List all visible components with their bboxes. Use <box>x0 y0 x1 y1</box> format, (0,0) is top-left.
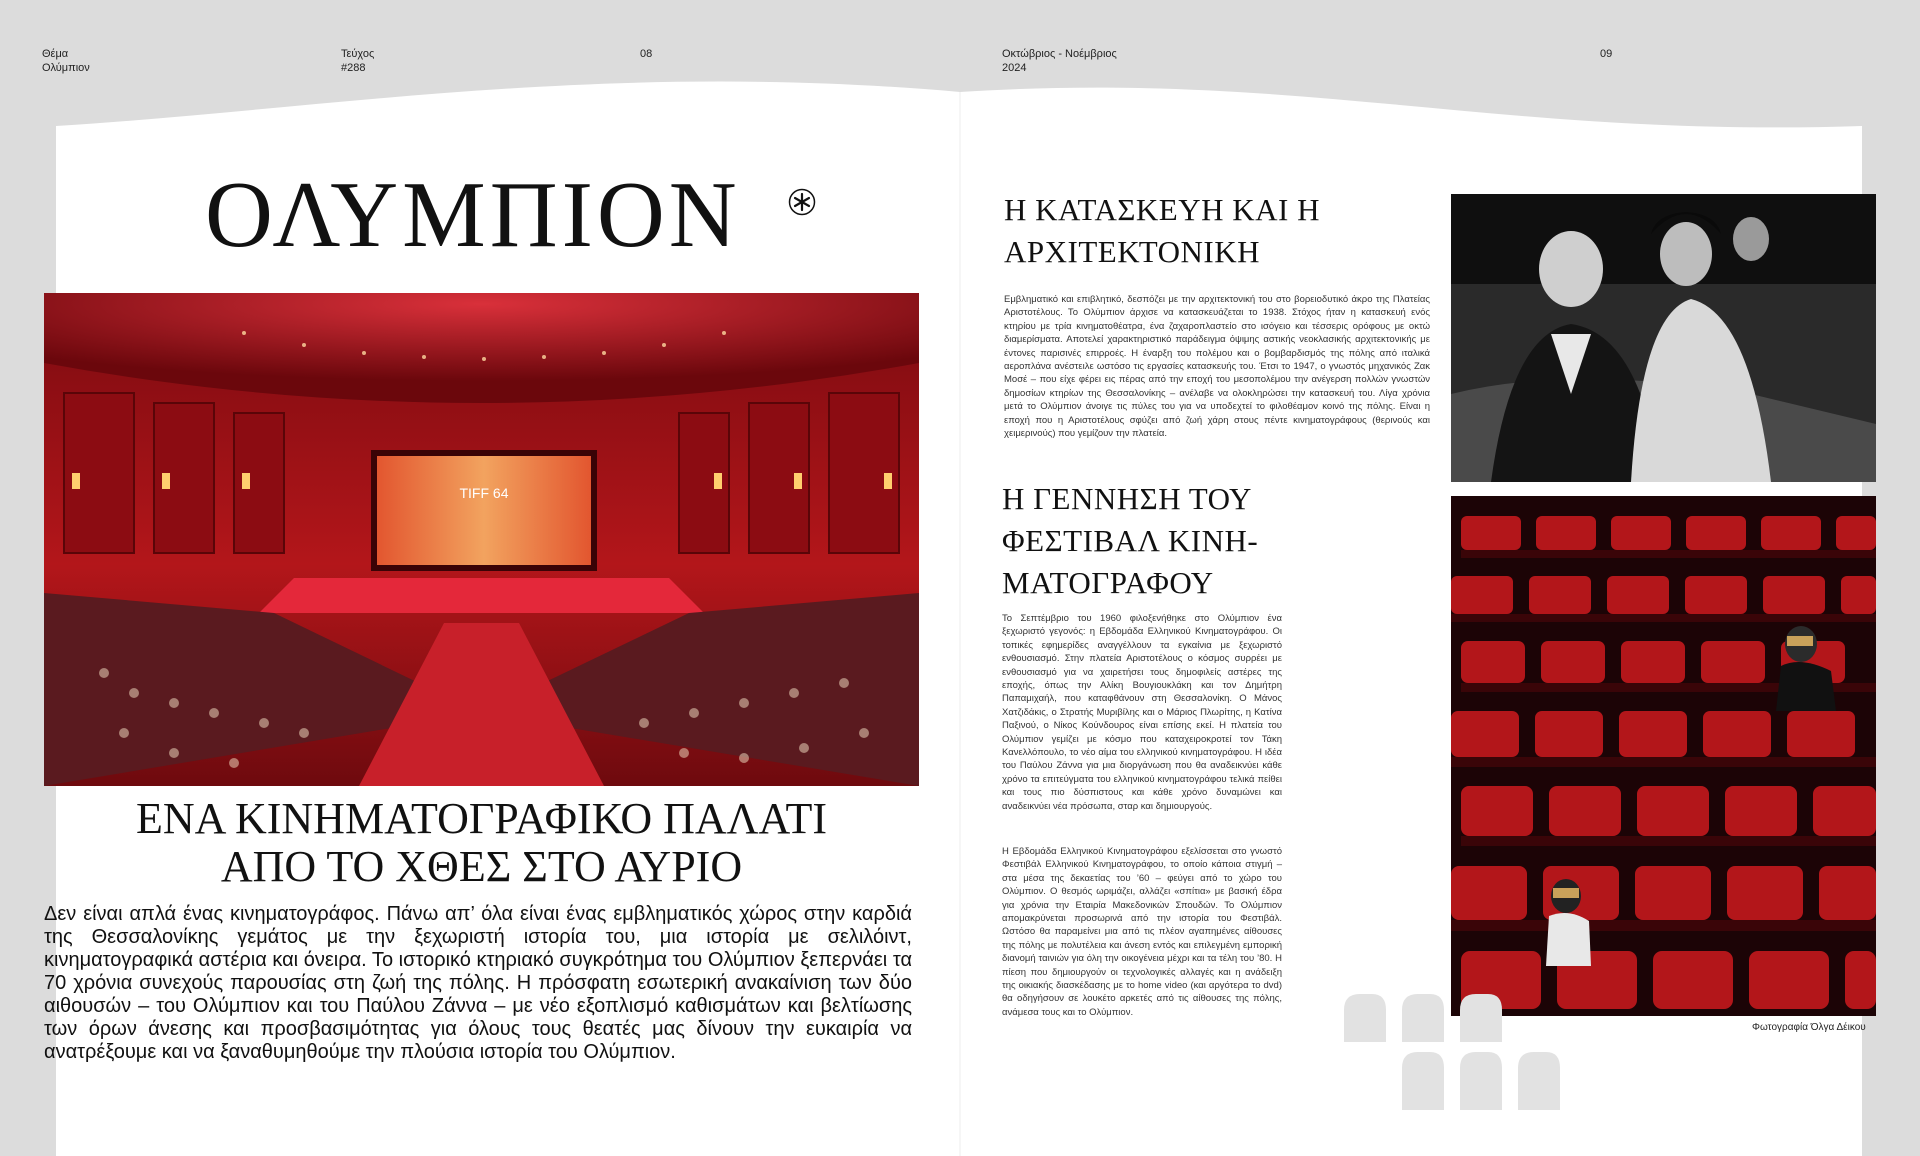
festival-body-paragraph-2: Η Εβδομάδα Ελληνικού Κινηματογράφου εξελίσσεται στο γνωστό Φεστιβάλ Ελληνικού Κινηματογράφου, το οποίο κάποια στιγμή – στα μέσα της δεκαετίας του ’60 – φεύγει από το χώρο του Ολύμπιον. Ο θεσμός ωριμάζει, αλλάζει «σπίτια» με βασική έδρα για χρόνια την Εταιρία Μακεδονικών Σπουδών. Το Ολύμπιον απομακρύνεται προσωρινά από την ιστορία του Φεστιβάλ. Ωστόσο θα παραμείνει μια από τις πλέον αγαπημένες αίθουσες της πόλης με πολυτέλεια και άνεση εντός και επιλεγμένη εμπορική διανομή ταινιών για όλη την οικογένεια μέχρι και τα τέλη του ’80. Η πίεση που δημιουργούν οι τεχνολογικές αλλαγές και η ανάδειξη της οικιακής διασκέδασης με το home video (και αργότερα το dvd) θα οδηγήσουν σε λουκέτο αρκετές από τις αίθουσες της πόλης, ανάμεσα τους και το Ολύμπιον. <box>1002 846 1282 1018</box>
festival-body-paragraph-1: Το Σεπτέμβριο του 1960 φιλοξενήθηκε στο Ολύμπιον ένα ξεχωριστό γεγονός: η Εβδομάδα Ελληνικού Κινηματογράφου. Οι τοπικές εφημερίδες αναγγέλλουν τα εγκαίνια με ξεχωριστό ενθουσιασμό. Στην πλατεία Αριστοτέλους ο κόσμος συρρέει με ενθουσιασμό για να χαιρετήσει τους δημοφιλείς αστέρες της εποχής, όπως την Αλίκη Βουγιουκλάκη και τον Δημήτρη Παπαμιχαήλ, που καταφθάνουν στη Θεσσαλονίκη. Ο Μάνος Χατζιδάκις, ο Στρατής Μυριβίλης και ο Μάριος Πλωρίτης, η Κατίνα Παξινού, ο Νίκος Κούνδουρος είναι επίσης εκεί. Η πλατεία του Ολύμπιον γεμίζει με κόσμο που καταχειροκροτεί τον Τάκη Κανελλόπουλο, το νέο αίμα του ελληνικού κινηματογράφου. Η ιδέα του Παύλου Ζάννα για μια διοργάνωση που θα αναδεικνύει κάθε χρόνο τα επιτεύγματα του ελληνικού κινηματογράφου τελικά πείθει και τους πιο δύσπιστους και κάθε χρόνο δυναμώνει και αναδεικνύει νέα πρόσωπα, σταρ και δημιουργούς. <box>1002 613 1282 812</box>
screen-text: TIFF 64 <box>459 485 509 501</box>
red-seats-photo <box>1451 496 1876 1016</box>
page-number-right: 09 <box>1600 48 1613 60</box>
section-title-festival: Η ΓΕΝΝΗΣΗ ΤΟΥ ΦΕΣΤΙΒΑΛ ΚΙΝΗ- ΜΑΤΟΓΡΑΦΟΥ <box>1002 481 1259 600</box>
section-title-construction: Η ΚΑΤΑΣΚΕΥΗ ΚΑΙ Η ΑΡΧΙΤΕΚΤΟΝΙΚΗ <box>1004 192 1320 269</box>
photo-credit: Φωτογραφία Όλγα Δέικου <box>1752 1022 1866 1033</box>
header-date: Οκτώβριος - Νοέμβριος 2024 <box>1002 48 1117 74</box>
seat-decoration <box>1342 992 1567 1112</box>
header-issue: Τεύχος #288 <box>341 48 375 74</box>
masthead-title: ΟΛΥΜΠΙΟΝ <box>205 163 741 267</box>
cinema-hall-photo <box>44 293 919 786</box>
construction-body: Εμβληματικό και επιβλητικό, δεσπόζει με την αρχιτεκτονική του στο βορειοδυτικό άκρο της Πλατείας Αριστοτέλους. Το Ολύμπιον άρχισε να κατασκευάζεται το 1938. Στόχος ήταν η κατασκευή ενός κτηρίου με τρία κινηματοθέατρα, ένα ζαχαροπλαστείο στο ισόγειο και τέσσερις ορόφους με οκτώ διαμερίσματα. Αποτελεί χαρακτηριστικό παράδειγμα όψιμης αστικής νεοκλασικής αρχιτεκτονικής με έντονες παρισινές επιρροές. Η έναρξη του πολέμου και ο βομβαρδισμός της πόλης από ιταλικά αεροπλάνα ανέστειλε ωστόσο τις εργασίες κατασκευής του. Έτσι το 1947, ο γνωστός μηχανικός Ζακ Μοσέ – που είχε φέρει εις πέρας από την εποχή του μεσοπολέμου την ανέγερση πολλών γνωστών δημοσίων κτηρίων της Θεσσαλονίκης – ανέλαβε να ολοκληρώσει την κατασκευή του. Λίγα χρόνια μετά το Ολύμπιον άνοιγε τις πύλες του για να υποδεχτεί το φιλοθέαμον κοινό της πόλης. Είναι η εποχή που η Αριστοτέλους σφύζει από ζωή χάρη στους πέντε κινηματογράφους (θερινούς και χειμερινούς) που γεμίζουν την πλατεία. <box>1004 294 1430 440</box>
lead-paragraph: Δεν είναι απλά ένας κινηματογράφος. Πάνω απ’ όλα είναι ένας εμβληματικός χώρος στην καρδιά της Θεσσαλονίκης γεμάτος με την ξεχωριστή ιστορία του, μια ιστορία με σελιλόιντ, κινηματογραφικά αστέρια και όνειρα. Το ιστορικό κτηριακό συγκρότημα του Ολύμπιον ξεπερνάει τα 70 χρόνια συνεχούς παρουσίας στη ζωή της πόλης. Η πρόσφατη εσωτερική ανακαίνιση των δύο αιθουσών – του Ολύμπιον και του Παύλου Ζάννα – με νέο εξοπλισμό καθισμάτων και βελτίωσης των όρων άνεσης και προσβασιμότητας για όλους τους θεατές μας δίνουν την ευκαιρία να ανατρέξουμε και να ξαναθυμηθούμε την πλούσια ιστορία του Ολύμπιον. <box>44 903 912 1063</box>
page-number-left: 08 <box>640 48 653 60</box>
archive-bw-photo <box>1451 194 1876 482</box>
asterisk-icon <box>788 188 816 216</box>
header-section-label: Θέμα Ολύμπιον <box>42 48 90 74</box>
article-headline: ΕΝΑ ΚΙΝΗΜΑΤΟΓΡΑΦΙΚΟ ΠΑΛΑΤΙ ΑΠΟ ΤΟ ΧΘΕΣ ΣΤΟ ΑΥΡΙΟ <box>135 794 828 891</box>
